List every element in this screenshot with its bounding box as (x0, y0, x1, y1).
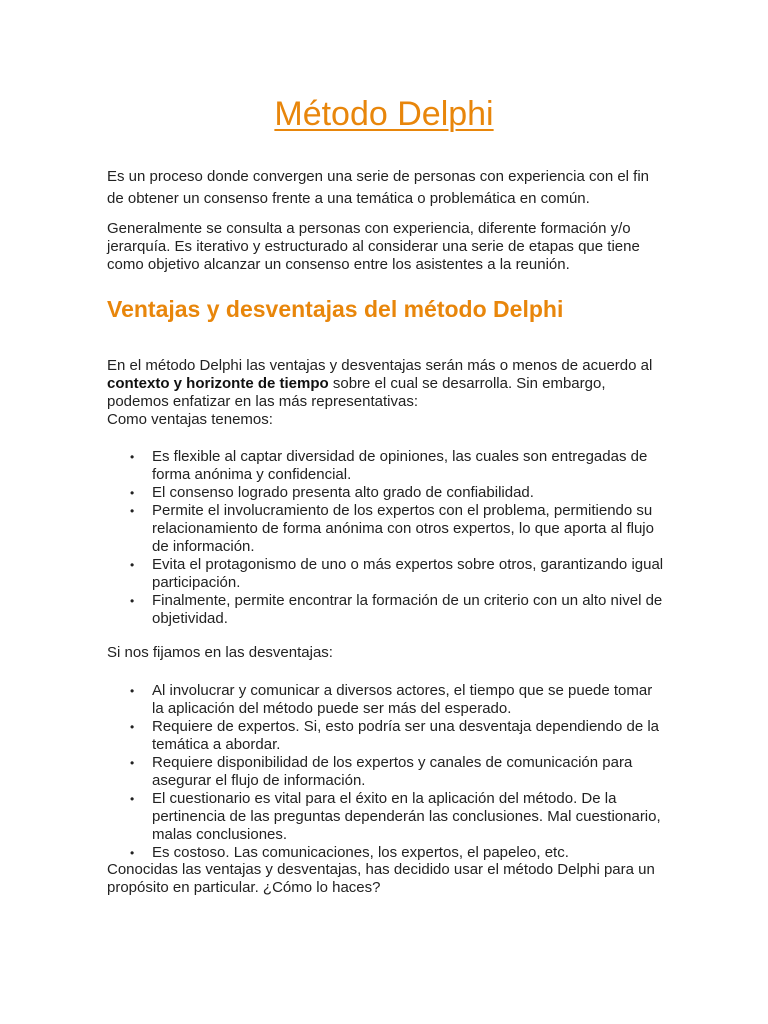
list-item: • Es costoso. Las comunicaciones, los expertos, el papeleo, etc. (130, 844, 569, 861)
disadvantages-lead: Si nos fijamos en las desventajas: (107, 644, 333, 661)
advantages-list (107, 448, 667, 628)
section-intro-bold-text: contexto y horizonte de tiempo (107, 375, 329, 392)
general-paragraph: Generalmente se consulta a personas con experiencia, diferente formación y/o jerarquía. Es iterativo y estructurado al considerar una serie de etapas que tiene como objetivo alcanzar un consenso entre los asistentes a la reunión. (107, 220, 640, 273)
list-item: • Requiere disponibilidad de los expertos y canales de comunicación para asegurar el flujo de información. (130, 754, 633, 789)
bullet-icon: • (130, 504, 135, 518)
disadvantages-list (107, 682, 667, 862)
intro-paragraph: Es un proceso donde convergen una serie de personas con experiencia con el fin de obtener un consenso frente a una temática o problemática en común. (107, 168, 650, 207)
section-intro-paragraph (107, 357, 667, 429)
bullet-icon: • (130, 792, 135, 806)
closing-paragraph: Conocidas las ventajas y desventajas, has decidido usar el método Delphi para un propósito en particular. ¿Cómo lo haces? (107, 861, 655, 896)
list-item: • El consenso logrado presenta alto grado de confiabilidad. (130, 484, 534, 501)
bullet-icon: • (130, 756, 135, 770)
list-item: • Finalmente, permite encontrar la formación de un criterio con un alto nivel de objetividad. (130, 592, 663, 627)
bullet-icon: • (130, 684, 135, 698)
section-intro-text-2: sobre el cual se desarrolla. Sin embargo, podemos enfatizar en las más representativas: (107, 375, 606, 410)
bullet-icon: • (130, 450, 135, 464)
bullet-icon: • (130, 594, 135, 608)
bullet-icon: • (130, 720, 135, 734)
document-title: Método Delphi (274, 95, 494, 133)
list-item: • Al involucrar y comunicar a diversos actores, el tiempo que se puede tomar la aplicación del método puede ser más del esperado. (130, 682, 653, 717)
section-intro-text-1: En el método Delphi las ventajas y desventajas serán más o menos de acuerdo al (107, 357, 653, 374)
bullet-icon: • (130, 846, 135, 860)
advantages-lead: Como ventajas tenemos: (107, 411, 273, 428)
list-item: • Requiere de expertos. Si, esto podría ser una desventaja dependiendo de la temática a abordar. (130, 718, 660, 753)
section-heading: Ventajas y desventajas del método Delphi (107, 296, 564, 322)
bullet-icon: • (130, 486, 135, 500)
list-item: • Evita el protagonismo de uno o más expertos sobre otros, garantizando igual participación. (130, 556, 664, 591)
list-item: • El cuestionario es vital para el éxito en la aplicación del método. De la pertinencia de las preguntas dependerán las conclusiones. Mal cuestionario, malas conclusiones. (130, 790, 661, 843)
bullet-icon: • (130, 558, 135, 572)
list-item: • Permite el involucramiento de los expertos con el problema, permitiendo su relacionamiento de forma anónima con otros expertos, lo que aporta al flujo de información. (130, 502, 654, 555)
list-item: • Es flexible al captar diversidad de opiniones, las cuales son entregadas de forma anónima y confidencial. (130, 448, 648, 483)
